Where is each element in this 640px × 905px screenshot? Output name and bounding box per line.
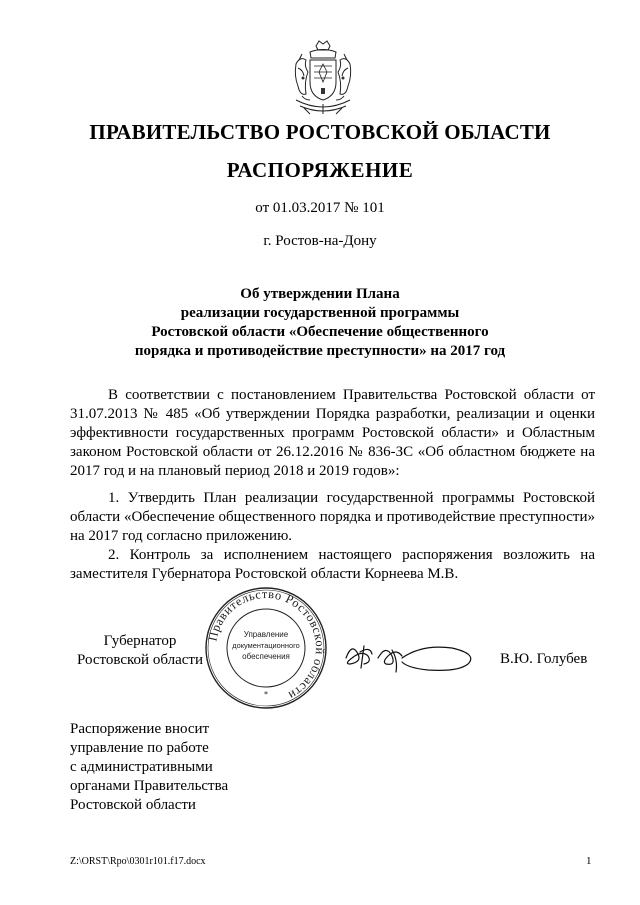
stamp-center-line: документационного <box>232 641 300 650</box>
note-line: управление по работе <box>70 740 209 756</box>
position-line: Губернатор <box>103 633 177 649</box>
position-line: Ростовской области <box>77 652 203 668</box>
submitter-note <box>70 720 270 815</box>
document-subject <box>0 285 640 361</box>
document-type: РАСПОРЯЖЕНИЕ <box>226 158 414 182</box>
stamp-ring-text: Правительство Ростовской области <box>205 586 328 703</box>
official-stamp <box>203 585 329 711</box>
note-line: Распоряжение вносит <box>70 721 210 737</box>
document-city: г. Ростов-на-Дону <box>263 233 377 249</box>
page-number: 1 <box>586 855 592 867</box>
order-item-2: 2. Контроль за исполнением настоящего распоряжения возложить на заместителя Губернатора Ростовской области Корнеева М.В. <box>70 547 595 582</box>
note-line: органами Правительства <box>70 778 229 794</box>
coat-of-arms-icon <box>290 38 356 118</box>
note-line: Ростовской области <box>70 797 196 813</box>
signatory-position <box>70 632 210 670</box>
stamp-center-line: Управление <box>243 630 289 639</box>
subject-line: реализации государственной программы <box>180 305 460 321</box>
note-line: с административными <box>70 759 213 775</box>
subject-line: Об утверждении Плана <box>240 286 400 302</box>
stamp-star-icon: * <box>264 690 268 699</box>
signatory-name: В.Ю. Голубев <box>500 651 588 667</box>
stamp-center-line: обеспечения <box>242 652 290 661</box>
document-date-number: от 01.03.2017 № 101 <box>255 200 385 216</box>
preamble-paragraph: В соответствии с постановлением Правительства Ростовской области от 31.07.2013 № 485 «Об утверждении Порядка разработки, реализации и оценки эффективности государственных программ Ростовской области» и Областным законом Ростовской области от 26.12.2016 № 836-ЗС «Об областном бюджете на 2017 год и на плановый период 2018 и 2019 годов»: <box>70 387 595 479</box>
government-title: ПРАВИТЕЛЬСТВО РОСТОВСКОЙ ОБЛАСТИ <box>89 120 551 144</box>
handwritten-signature <box>338 628 478 680</box>
file-path: Z:\ORST\Rpo\0301r101.f17.docx <box>70 856 206 867</box>
subject-line: порядка и противодействие преступности» на 2017 год <box>134 343 506 359</box>
subject-line: Ростовской области «Обеспечение общественного <box>151 324 489 340</box>
order-item-1: 1. Утвердить План реализации государственной программы Ростовской области «Обеспечение общественного порядка и противодействие преступности» на 2017 год согласно приложению. <box>70 490 595 544</box>
